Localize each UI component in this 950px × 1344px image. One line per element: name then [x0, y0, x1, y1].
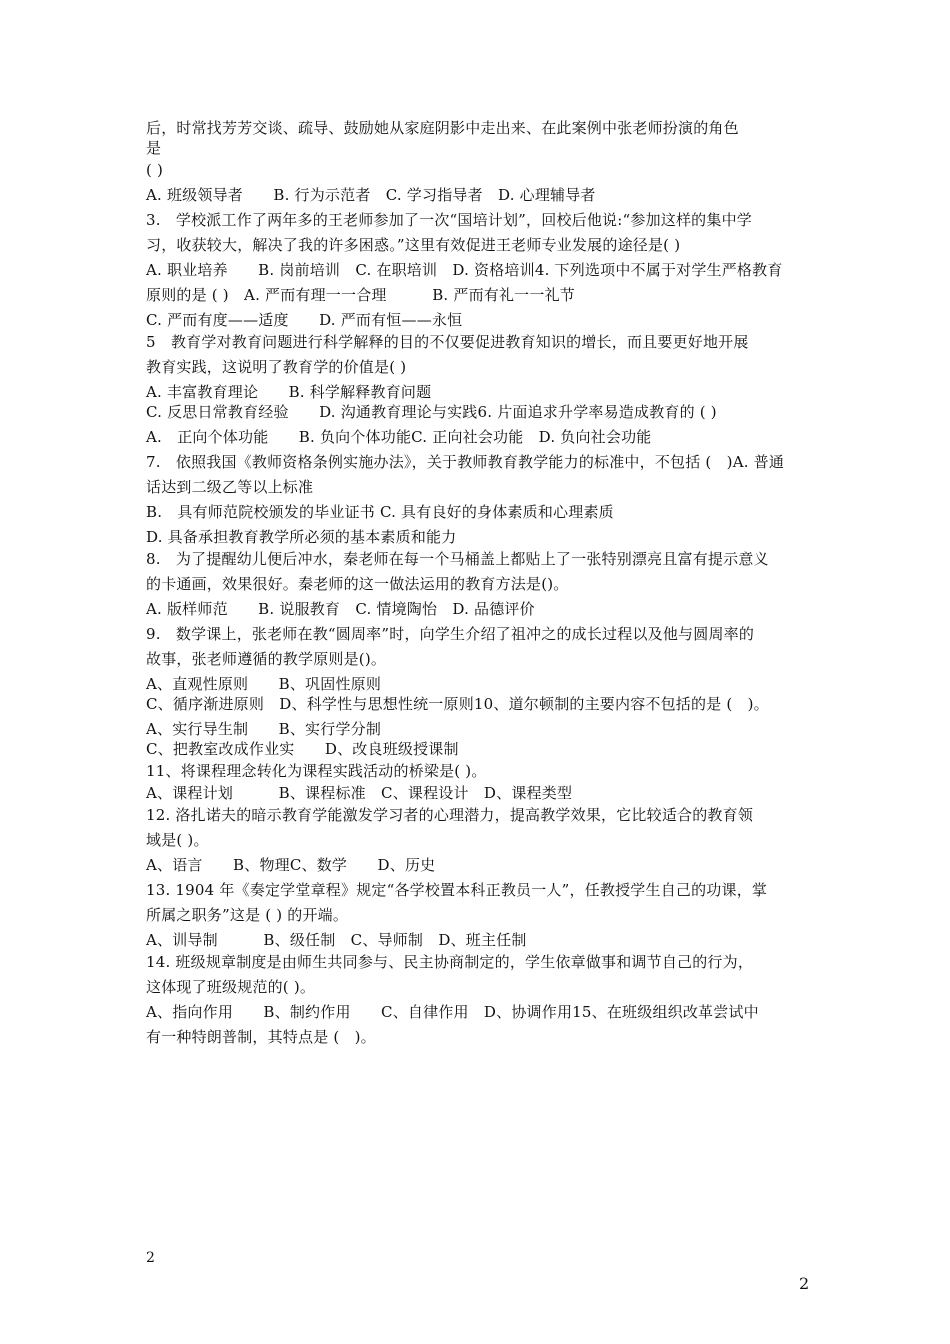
text-line: A. 职业培养 B. 岗前培训 C. 在职培训 D. 资格培训4. 下列选项中不属于对学生严格教育	[146, 261, 783, 279]
text-line: 这体现了班级规范的( )。	[146, 978, 316, 996]
text-line: D. 具备承担教育教学所必须的基本素质和能力	[146, 528, 457, 546]
text-line: A. 班级领导者 B. 行为示范者 C. 学习指导者 D. 心理辅导者	[146, 186, 596, 204]
text-line: 13. 1904 年《奏定学堂章程》规定“各学校置本科正教员一人”，任教授学生自己的功课，掌	[146, 881, 768, 899]
text-line: 7. 依照我国《教师资格条例实施办法》，关于教师教育教学能力的标准中，不包括 ( )A. 普通	[146, 453, 785, 471]
text-line: 话达到二级乙等以上标准	[146, 478, 314, 496]
text-line: A. 版样师范 B. 说服教育 C. 情境陶怡 D. 品德评价	[146, 600, 535, 618]
text-line: A. 正向个体功能 B. 负向个体功能C. 正向社会功能 D. 负向社会功能	[146, 428, 652, 446]
text-line: A、指向作用 B、制约作用 C、自律作用 D、协调作用15、在班级组织改革尝试中	[146, 1003, 759, 1021]
text-line: A、训导制 B、级任制 C、导师制 D、班主任制	[146, 931, 527, 949]
text-line: B. 具有师范院校颁发的毕业证书 C. 具有良好的身体素质和心理素质	[146, 503, 614, 521]
text-line: 的卡通画，效果很好。秦老师的这一做法运用的教育方法是()。	[146, 575, 569, 593]
text-line: 域是( )。	[146, 831, 209, 849]
text-line: 是	[146, 139, 162, 157]
page-number-left: 2	[146, 1250, 155, 1266]
text-line: 所属之职务”这是 ( ) 的开端。	[146, 906, 349, 924]
text-line: A、实行导生制 B、实行学分制	[146, 720, 382, 738]
text-line: 有一种特朗普制，其特点是 ( )。	[146, 1028, 376, 1046]
text-line: 教育实践，这说明了教育学的价值是( )	[146, 358, 407, 376]
text-line: 习，收获较大，解决了我的许多困惑。”这里有效促进王老师专业发展的途径是( )	[146, 236, 681, 254]
text-line: A、语言 B、物理C、数学 D、历史	[146, 856, 436, 874]
text-line: 12. 洛扎诺夫的暗示教育学能激发学习者的心理潜力，提高教学效果，它比较适合的教育领	[146, 806, 754, 824]
text-line: 3. 学校派工作了两年多的王老师参加了一次“国培计划”，回校后他说:“参加这样的集中学	[146, 211, 752, 229]
text-line: C. 严而有度——适度 D. 严而有恒——永恒	[146, 311, 463, 329]
text-line: C. 反思日常教育经验 D. 沟通教育理论与实践6. 片面追求升学率易造成教育的 ( )	[146, 403, 717, 421]
text-line: 原则的是 ( ) A. 严而有理一一合理 B. 严而有礼一一礼节	[146, 286, 575, 304]
question-text-block	[146, 118, 846, 1047]
text-line: 11、将课程理念转化为课程实践活动的桥梁是( )。	[146, 762, 487, 780]
text-line: A. 丰富教育理论 B. 科学解释教育问题	[146, 383, 432, 401]
text-line: 14. 班级规章制度是由师生共同参与、民主协商制定的，学生依章做事和调节自己的行为，	[146, 953, 754, 971]
text-line: 8. 为了提醒幼儿便后冲水，秦老师在每一个马桶盖上都贴上了一张特别漂亮且富有提示意义	[146, 550, 769, 568]
page-number-right: 2	[799, 1274, 810, 1293]
text-line: A、课程计划 B、课程标准 C、课程设计 D、课程类型	[146, 784, 573, 802]
text-line: 9. 数学课上，张老师在教“圆周率”时，向学生介绍了祖冲之的成长过程以及他与圆周率的	[146, 625, 755, 643]
text-line: C、把教室改成作业实 D、改良班级授课制	[146, 740, 459, 758]
text-line: ( )	[146, 161, 164, 179]
text-line: 5 教育学对教育问题进行科学解释的目的不仅要促进教育知识的增长，而且要更好地开展	[146, 333, 749, 351]
text-line: 后，时常找芳芳交谈、疏导、鼓励她从家庭阴影中走出来、在此案例中张老师扮演的角色	[146, 119, 739, 137]
text-line: A、直观性原则 B、巩固性原则	[146, 675, 382, 693]
text-line: C、循序渐进原则 D、科学性与思想性统一原则10、道尔顿制的主要内容不包括的是 ( )。	[146, 695, 769, 713]
text-line: 故事，张老师遵循的教学原则是()。	[146, 650, 387, 668]
